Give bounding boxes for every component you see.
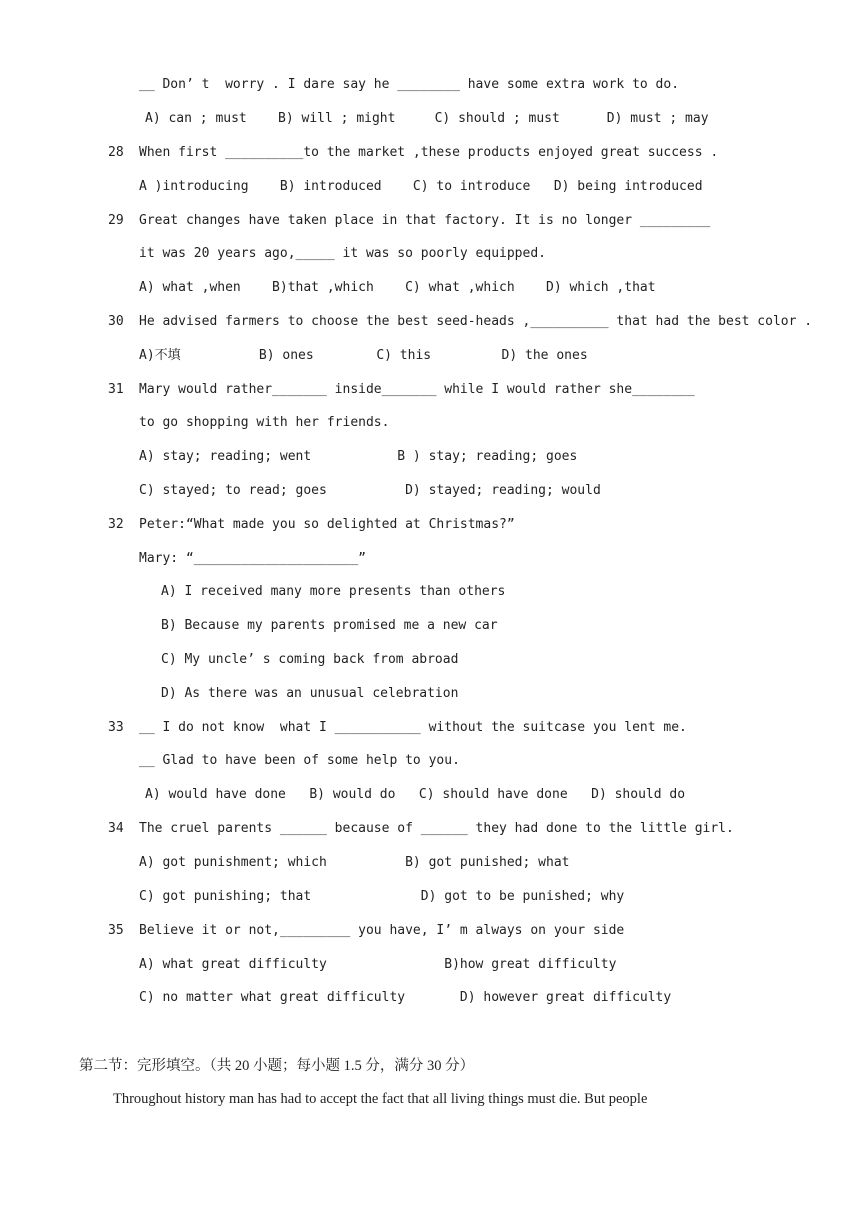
q27-stem-line-1: __ Don’ t worry . I dare say he ________ have some extra work to do. xyxy=(139,77,680,92)
q35-number: 35 xyxy=(108,923,124,938)
q35-options-line-2: C) no matter what great difficulty D) however great difficulty xyxy=(139,990,672,1005)
q32-option-a: A) I received many more presents than others xyxy=(161,584,506,599)
q28-number: 28 xyxy=(108,145,124,160)
q32-stem-line-2: Mary: “_____________________” xyxy=(139,551,366,566)
q30-number: 30 xyxy=(108,314,124,329)
q34-options-line-1: A) got punishment; which B) got punished; what xyxy=(139,855,570,870)
q32-stem-line-1: Peter:“What made you so delighted at Christmas?” xyxy=(139,517,515,532)
section-heading: 第二节：完形填空。（共 20 小题；每小题 1.5 分，满分 30 分） xyxy=(79,1058,475,1074)
q32-option-c: C) My uncle’ s coming back from abroad xyxy=(161,652,459,667)
q29-stem-line-2: it was 20 years ago,_____ it was so poorly equipped. xyxy=(139,246,546,261)
q34-options-line-2: C) got punishing; that D) got to be punished; why xyxy=(139,889,625,904)
q31-number: 31 xyxy=(108,382,124,397)
q34-stem-line-1: The cruel parents ______ because of ______ they had done to the little girl. xyxy=(139,821,734,836)
q30-stem-line-1: He advised farmers to choose the best seed-heads ,__________ that had the best color . xyxy=(139,314,813,329)
q33-stem-line-1: __ I do not know what I ___________ without the suitcase you lent me. xyxy=(139,720,687,735)
q34-number: 34 xyxy=(108,821,124,836)
q32-option-d: D) As there was an unusual celebration xyxy=(161,686,459,701)
q31-options-line-1: A) stay; reading; went B ) stay; reading; goes xyxy=(139,449,578,464)
q33-options-line-1: A) would have done B) would do C) should have done D) should do xyxy=(145,787,686,802)
q27-options-line-1: A) can ; must B) will ; might C) should ; must D) must ; may xyxy=(145,111,709,126)
q31-options-line-2: C) stayed; to read; goes D) stayed; reading; would xyxy=(139,483,601,498)
q32-number: 32 xyxy=(108,517,124,532)
q29-number: 29 xyxy=(108,213,124,228)
q31-stem-line-1: Mary would rather_______ inside_______ while I would rather she________ xyxy=(139,382,695,397)
q32-option-b: B) Because my parents promised me a new car xyxy=(161,618,498,633)
q28-options-line-1: A )introducing B) introduced C) to introduce D) being introduced xyxy=(139,179,703,194)
q33-number: 33 xyxy=(108,720,124,735)
q30-options-line-1: A)不填 B) ones C) this D) the ones xyxy=(139,348,588,363)
q29-options-line-1: A) what ,when B)that ,which C) what ,which D) which ,that xyxy=(139,280,656,295)
passage-first-line: Throughout history man has had to accept the fact that all living things must die. But people xyxy=(113,1091,648,1107)
q29-stem-line-1: Great changes have taken place in that factory. It is no longer _________ xyxy=(139,213,711,228)
q35-options-line-1: A) what great difficulty B)how great difficulty xyxy=(139,957,617,972)
q35-stem-line-1: Believe it or not,_________ you have, I’ m always on your side xyxy=(139,923,625,938)
q33-stem-line-2: __ Glad to have been of some help to you. xyxy=(139,753,460,768)
q28-stem-line-1: When first __________to the market ,these products enjoyed great success . xyxy=(139,145,719,160)
q31-stem-line-2: to go shopping with her friends. xyxy=(139,415,390,430)
